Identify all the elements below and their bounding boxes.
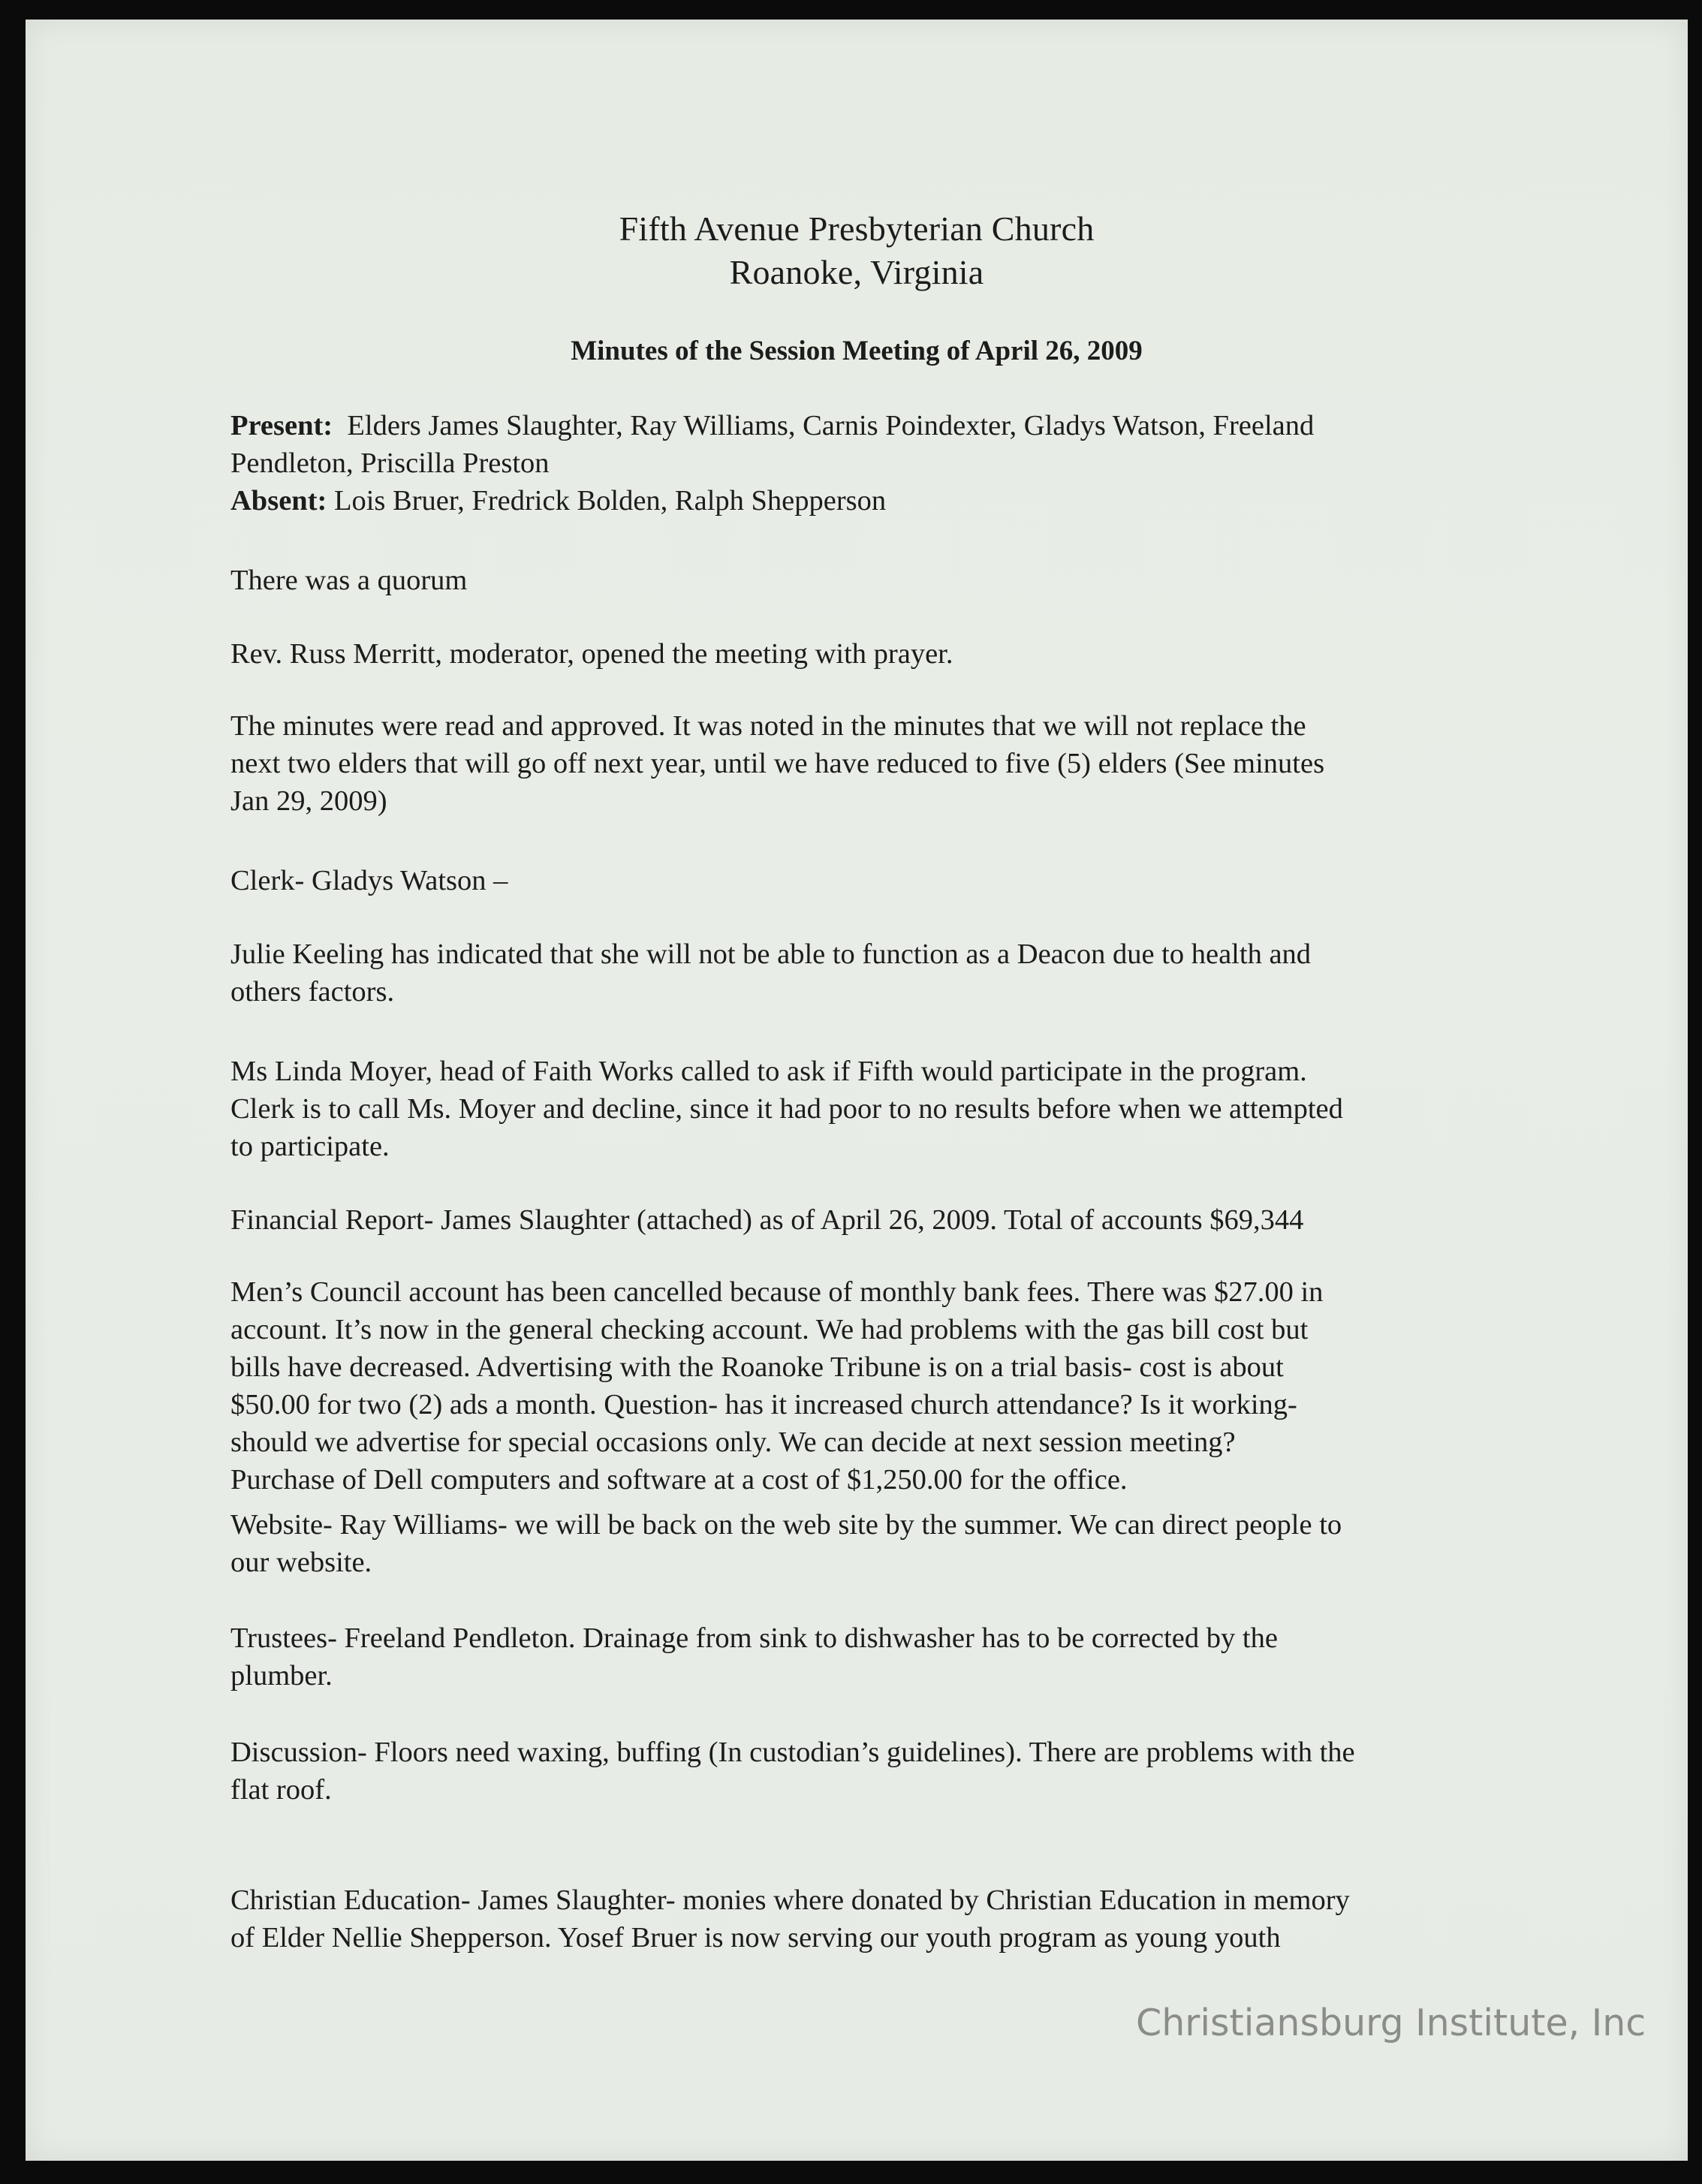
minutes-paragraph bbox=[230, 1881, 1552, 1957]
paragraph-line: should we advertise for special occasions only. We can decide at next session meeting? bbox=[230, 1426, 1236, 1458]
paragraph-line: Ms Linda Moyer, head of Faith Works called to ask if Fifth would participate in the program. bbox=[230, 1056, 1307, 1087]
absent-names: Lois Bruer, Fredrick Bolden, Ralph Shepperson bbox=[333, 485, 887, 517]
paragraph-line: to participate. bbox=[230, 1131, 390, 1162]
paragraph-line: Purchase of Dell computers and software at a cost of $1,250.00 for the office. bbox=[230, 1464, 1128, 1496]
paragraph-line: Julie Keeling has indicated that she will not be able to function as a Deacon due to health and bbox=[230, 938, 1312, 970]
minutes-paragraph bbox=[230, 1619, 1552, 1694]
minutes-paragraph bbox=[230, 1273, 1552, 1499]
minutes-paragraph bbox=[230, 1506, 1552, 1581]
paragraph-line: $50.00 for two (2) ads a month. Question- has it increased church attendance? Is it working- bbox=[230, 1389, 1297, 1420]
absent-line bbox=[230, 482, 1552, 520]
paragraph-line: Clerk is to call Ms. Moyer and decline, since it had poor to no results before when we attempted bbox=[230, 1093, 1343, 1125]
attendance-block bbox=[230, 407, 1552, 520]
paragraph-line: Financial Report- James Slaughter (attached) as of April 26, 2009. Total of accounts $69,344 bbox=[230, 1204, 1304, 1236]
paragraph-line: others factors. bbox=[230, 976, 395, 1008]
paragraph-line: Trustees- Freeland Pendleton. Drainage from sink to dishwasher has to be corrected by the bbox=[230, 1622, 1278, 1654]
minutes-paragraph bbox=[230, 562, 1552, 599]
paragraph-line: bills have decreased. Advertising with the Roanoke Tribune is on a trial basis- cost is about bbox=[230, 1351, 1284, 1383]
minutes-title: Minutes of the Session Meeting of April 26, 2009 bbox=[571, 336, 1143, 366]
paragraph-line: Christian Education- James Slaughter- monies where donated by Christian Education in memory bbox=[230, 1884, 1350, 1916]
paragraph-line: There was a quorum bbox=[230, 565, 468, 596]
minutes-paragraph bbox=[230, 1201, 1552, 1239]
church-location: Roanoke, Virginia bbox=[729, 253, 984, 291]
paragraph-line: plumber. bbox=[230, 1660, 333, 1691]
paragraph-line: Website- Ray Williams- we will be back on the web site by the summer. We can direct people to bbox=[230, 1509, 1342, 1541]
paragraph-line: next two elders that will go off next year, until we have reduced to five (5) elders (See minutes bbox=[230, 748, 1325, 779]
minutes-paragraph bbox=[230, 862, 1552, 899]
watermark: Christiansburg Institute, Inc bbox=[1136, 2002, 1646, 2044]
paragraph-line: flat roof. bbox=[230, 1774, 332, 1806]
paragraph-line: our website. bbox=[230, 1547, 372, 1578]
paragraph-line: Men’s Council account has been cancelled because of monthly bank fees. There was $27.00 in bbox=[230, 1276, 1324, 1308]
paragraph-line: account. It’s now in the general checking account. We had problems with the gas bill cost but bbox=[230, 1314, 1309, 1345]
present-names-continued: Pendleton, Priscilla Preston bbox=[230, 447, 550, 479]
minutes-paragraph bbox=[230, 635, 1552, 673]
paragraph-line: Rev. Russ Merritt, moderator, opened the meeting with prayer. bbox=[230, 638, 953, 670]
minutes-paragraph bbox=[230, 1053, 1552, 1165]
present-label: Present: bbox=[230, 410, 333, 441]
minutes-paragraph bbox=[230, 1734, 1552, 1809]
present-names: Elders James Slaughter, Ray Williams, Carnis Poindexter, Gladys Watson, Freeland bbox=[347, 410, 1315, 441]
document-page bbox=[26, 20, 1688, 2161]
paragraph-line: of Elder Nellie Shepperson. Yosef Bruer is now serving our youth program as young youth bbox=[230, 1922, 1281, 1954]
minutes-paragraph bbox=[230, 935, 1552, 1011]
present-line bbox=[230, 407, 1552, 444]
church-name: Fifth Avenue Presbyterian Church bbox=[619, 209, 1095, 248]
paragraph-line: Jan 29, 2009) bbox=[230, 785, 387, 817]
paragraph-line: The minutes were read and approved. It was noted in the minutes that we will not replace the bbox=[230, 710, 1306, 742]
paragraph-line: Discussion- Floors need waxing, buffing (In custodian’s guidelines). There are problems with the bbox=[230, 1737, 1355, 1768]
paragraph-line: Clerk- Gladys Watson – bbox=[230, 865, 508, 896]
absent-label: Absent: bbox=[230, 485, 327, 517]
minutes-paragraph bbox=[230, 707, 1552, 820]
